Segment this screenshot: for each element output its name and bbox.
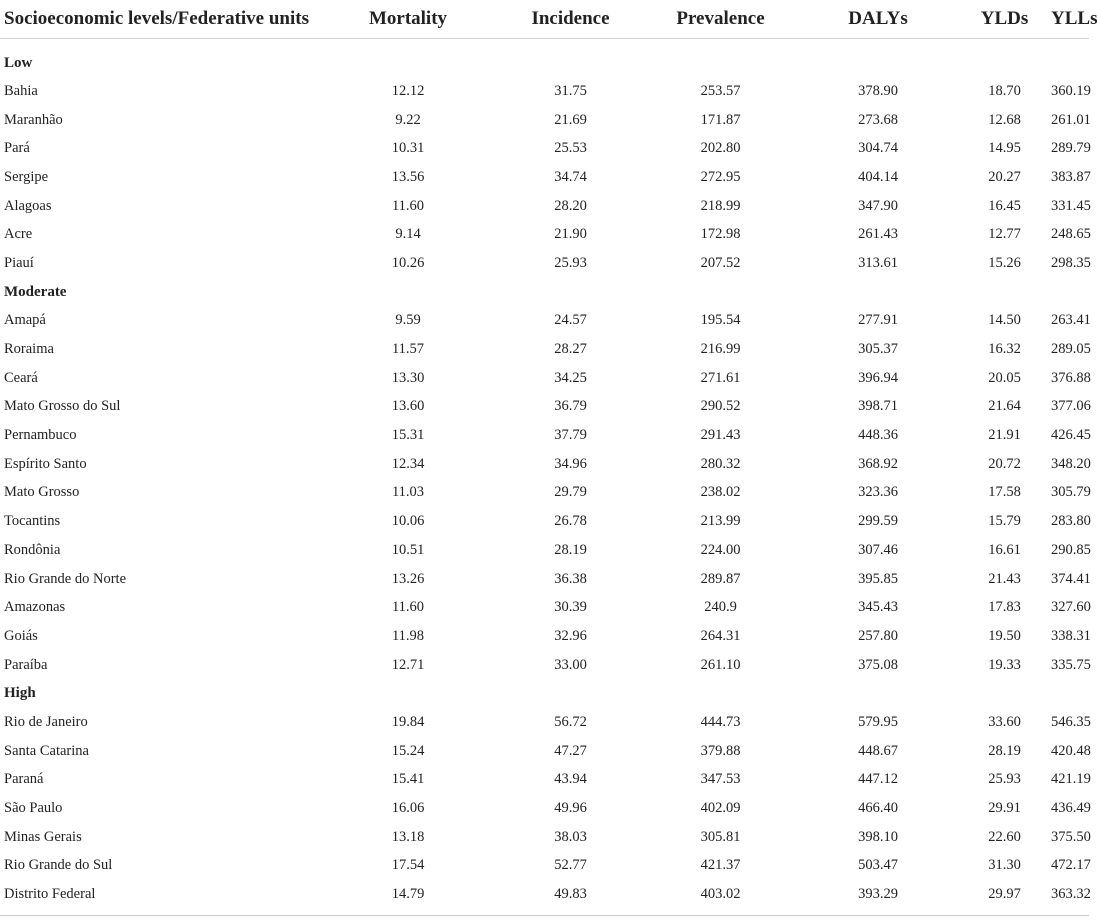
cell-dalys: 503.47 <box>858 857 898 874</box>
table-row <box>0 307 1089 336</box>
cell-ylls: 338.31 <box>1051 627 1091 644</box>
cell-unit-name: Rio Grande do Norte <box>4 570 127 587</box>
cell-mortality: 13.56 <box>391 168 425 185</box>
cell-incidence: 31.75 <box>554 82 587 99</box>
cell-prevalence: 216.99 <box>700 341 741 358</box>
cell-dalys: 395.85 <box>858 570 898 587</box>
cell-dalys: 393.29 <box>858 886 898 903</box>
cell-ylds: 25.93 <box>988 771 1021 788</box>
cell-ylls: 376.88 <box>1051 369 1091 386</box>
cell-prevalence: 403.02 <box>700 886 741 903</box>
cell-ylds: 15.79 <box>988 513 1021 530</box>
cell-mortality: 10.51 <box>391 541 425 558</box>
cell-ylls: 261.01 <box>1051 111 1091 128</box>
cell-mortality: 11.98 <box>391 627 425 644</box>
cell-prevalence: 402.09 <box>700 800 741 817</box>
cell-ylds: 18.70 <box>988 82 1021 99</box>
bottom-rule <box>0 915 1089 916</box>
cell-dalys: 273.68 <box>858 111 898 128</box>
cell-ylds: 20.72 <box>988 455 1021 472</box>
header-ylls: YLLs <box>1051 0 1089 39</box>
cell-incidence: 38.03 <box>554 828 587 845</box>
cell-unit-name: Rio de Janeiro <box>4 713 88 730</box>
cell-dalys: 398.10 <box>858 828 898 845</box>
cell-prevalence: 238.02 <box>700 484 741 501</box>
cell-mortality: 11.60 <box>391 599 425 616</box>
header-dalys: DALYs <box>798 0 958 39</box>
table-row <box>0 220 1089 249</box>
group-row-moderate <box>0 278 1089 307</box>
table-body <box>0 39 1089 909</box>
cell-mortality: 9.14 <box>395 226 421 243</box>
cell-incidence: 21.90 <box>554 226 587 243</box>
cell-mortality: 9.22 <box>395 111 421 128</box>
cell-dalys: 398.71 <box>858 398 898 415</box>
cell-ylds: 20.05 <box>988 369 1021 386</box>
cell-dalys: 396.94 <box>858 369 898 386</box>
table-row <box>0 565 1089 594</box>
cell-incidence: 34.96 <box>554 455 587 472</box>
header-incidence: Incidence <box>498 0 643 39</box>
cell-prevalence: 379.88 <box>700 742 741 759</box>
header-row <box>0 0 1089 39</box>
table-row <box>0 507 1089 536</box>
cell-unit-name: Pernambuco <box>4 427 77 444</box>
cell-ylls: 374.41 <box>1051 570 1091 587</box>
cell-dalys: 404.14 <box>858 168 898 185</box>
cell-mortality: 11.03 <box>391 484 425 501</box>
cell-mortality: 13.30 <box>391 369 425 386</box>
cell-incidence: 28.20 <box>554 197 587 214</box>
group-label: Moderate <box>4 283 67 300</box>
cell-incidence: 34.74 <box>554 168 587 185</box>
table-row <box>0 479 1089 508</box>
cell-mortality: 17.54 <box>391 857 425 874</box>
cell-unit-name: Roraima <box>4 341 54 358</box>
cell-unit-name: Mato Grosso do Sul <box>4 398 121 415</box>
cell-dalys: 466.40 <box>858 800 898 817</box>
cell-incidence: 37.79 <box>554 427 587 444</box>
cell-dalys: 448.67 <box>858 742 898 759</box>
cell-ylds: 19.33 <box>988 656 1021 673</box>
cell-ylds: 29.91 <box>988 800 1021 817</box>
cell-incidence: 21.69 <box>554 111 587 128</box>
cell-incidence: 26.78 <box>554 513 587 530</box>
cell-ylls: 289.05 <box>1051 341 1091 358</box>
cell-prevalence: 271.61 <box>700 369 741 386</box>
cell-ylls: 377.06 <box>1051 398 1091 415</box>
cell-unit-name: Amapá <box>4 312 46 329</box>
cell-dalys: 257.80 <box>858 627 898 644</box>
cell-prevalence: 291.43 <box>700 427 741 444</box>
cell-ylds: 16.45 <box>988 197 1021 214</box>
cell-unit-name: Santa Catarina <box>4 742 89 759</box>
cell-ylds: 28.19 <box>988 742 1021 759</box>
cell-ylls: 421.19 <box>1051 771 1091 788</box>
cell-incidence: 34.25 <box>554 369 587 386</box>
cell-incidence: 30.39 <box>554 599 587 616</box>
cell-ylls: 363.32 <box>1051 886 1091 903</box>
table-row <box>0 393 1089 422</box>
cell-unit-name: Espírito Santo <box>4 455 87 472</box>
cell-unit-name: Maranhão <box>4 111 63 128</box>
cell-mortality: 11.60 <box>391 197 425 214</box>
header-mortality: Mortality <box>318 0 498 39</box>
cell-incidence: 49.83 <box>554 886 587 903</box>
cell-incidence: 56.72 <box>554 713 587 730</box>
cell-ylds: 22.60 <box>988 828 1021 845</box>
cell-dalys: 345.43 <box>858 599 898 616</box>
cell-mortality: 10.26 <box>391 254 425 271</box>
cell-ylls: 420.48 <box>1051 742 1091 759</box>
cell-unit-name: Rondônia <box>4 541 61 558</box>
cell-ylds: 16.61 <box>988 541 1021 558</box>
table-row <box>0 880 1089 909</box>
cell-dalys: 447.12 <box>858 771 898 788</box>
table-row <box>0 77 1089 106</box>
cell-ylds: 12.77 <box>988 226 1021 243</box>
cell-ylls: 348.20 <box>1051 455 1091 472</box>
cell-unit-name: Piauí <box>4 254 34 271</box>
cell-prevalence: 421.37 <box>700 857 741 874</box>
cell-dalys: 299.59 <box>858 513 898 530</box>
table-row <box>0 192 1089 221</box>
cell-ylds: 17.83 <box>988 599 1021 616</box>
table-row <box>0 852 1089 881</box>
table-row <box>0 536 1089 565</box>
cell-prevalence: 261.10 <box>700 656 741 673</box>
cell-dalys: 378.90 <box>858 82 898 99</box>
table-row <box>0 163 1089 192</box>
cell-prevalence: 253.57 <box>700 82 741 99</box>
cell-unit-name: Distrito Federal <box>4 886 96 903</box>
cell-dalys: 261.43 <box>858 226 898 243</box>
cell-prevalence: 195.54 <box>700 312 741 329</box>
cell-mortality: 15.24 <box>391 742 425 759</box>
cell-mortality: 12.71 <box>391 656 425 673</box>
cell-ylls: 383.87 <box>1051 168 1091 185</box>
cell-dalys: 448.36 <box>858 427 898 444</box>
cell-dalys: 305.37 <box>858 341 898 358</box>
table-row <box>0 622 1089 651</box>
cell-incidence: 25.93 <box>554 254 587 271</box>
cell-dalys: 277.91 <box>858 312 898 329</box>
cell-prevalence: 207.52 <box>700 254 741 271</box>
cell-ylds: 21.43 <box>988 570 1021 587</box>
cell-ylds: 29.97 <box>988 886 1021 903</box>
cell-unit-name: Mato Grosso <box>4 484 80 501</box>
group-row-low <box>0 39 1089 78</box>
cell-unit-name: Goiás <box>4 627 38 644</box>
cell-ylds: 12.68 <box>988 111 1021 128</box>
cell-dalys: 579.95 <box>858 713 898 730</box>
table-row <box>0 823 1089 852</box>
cell-ylds: 14.95 <box>988 140 1021 157</box>
cell-incidence: 28.27 <box>554 341 587 358</box>
cell-unit-name: Acre <box>4 226 33 243</box>
cell-prevalence: 224.00 <box>700 541 741 558</box>
cell-incidence: 36.38 <box>554 570 587 587</box>
table-row <box>0 421 1089 450</box>
cell-mortality: 19.84 <box>391 713 425 730</box>
cell-prevalence: 305.81 <box>700 828 741 845</box>
table-row <box>0 651 1089 680</box>
table-row <box>0 794 1089 823</box>
table-row <box>0 249 1089 278</box>
cell-prevalence: 290.52 <box>700 398 741 415</box>
table-row <box>0 106 1089 135</box>
header-ylds: YLDs <box>958 0 1051 39</box>
cell-dalys: 323.36 <box>858 484 898 501</box>
cell-mortality: 9.59 <box>395 312 421 329</box>
cell-ylls: 426.45 <box>1051 427 1091 444</box>
cell-unit-name: Ceará <box>4 369 38 386</box>
cell-ylds: 15.26 <box>988 254 1021 271</box>
cell-incidence: 28.19 <box>554 541 587 558</box>
cell-ylls: 263.41 <box>1051 312 1091 329</box>
cell-prevalence: 289.87 <box>700 570 741 587</box>
group-label: Low <box>4 54 33 71</box>
table-row <box>0 364 1089 393</box>
cell-mortality: 15.41 <box>391 771 425 788</box>
table-row <box>0 766 1089 795</box>
cell-unit-name: Amazonas <box>4 599 66 616</box>
cell-ylls: 290.85 <box>1051 541 1091 558</box>
header-prevalence: Prevalence <box>643 0 798 39</box>
cell-dalys: 307.46 <box>858 541 898 558</box>
table-row <box>0 134 1089 163</box>
group-label: High <box>4 685 36 702</box>
cell-ylls: 375.50 <box>1051 828 1091 845</box>
cell-incidence: 49.96 <box>554 800 587 817</box>
cell-mortality: 13.26 <box>391 570 425 587</box>
cell-prevalence: 171.87 <box>700 111 741 128</box>
table-row <box>0 450 1089 479</box>
cell-mortality: 16.06 <box>391 800 425 817</box>
cell-unit-name: Paraná <box>4 771 44 788</box>
cell-ylds: 14.50 <box>988 312 1021 329</box>
cell-mortality: 13.18 <box>391 828 425 845</box>
cell-unit-name: Sergipe <box>4 168 49 185</box>
cell-incidence: 36.79 <box>554 398 587 415</box>
cell-incidence: 52.77 <box>554 857 587 874</box>
cell-incidence: 32.96 <box>554 627 587 644</box>
cell-mortality: 13.60 <box>391 398 425 415</box>
cell-prevalence: 280.32 <box>700 455 741 472</box>
cell-ylls: 546.35 <box>1051 713 1091 730</box>
cell-mortality: 10.06 <box>391 513 425 530</box>
group-row-high <box>0 679 1089 708</box>
cell-ylds: 20.27 <box>988 168 1021 185</box>
cell-prevalence: 264.31 <box>700 627 741 644</box>
cell-ylls: 327.60 <box>1051 599 1091 616</box>
cell-mortality: 12.34 <box>391 455 425 472</box>
cell-mortality: 10.31 <box>391 140 425 157</box>
cell-ylls: 283.80 <box>1051 513 1091 530</box>
cell-ylds: 19.50 <box>988 627 1021 644</box>
cell-unit-name: Paraíba <box>4 656 48 673</box>
cell-prevalence: 213.99 <box>700 513 741 530</box>
table-row <box>0 335 1089 364</box>
cell-ylls: 436.49 <box>1051 800 1091 817</box>
cell-incidence: 47.27 <box>554 742 587 759</box>
cell-unit-name: Alagoas <box>4 197 52 214</box>
cell-unit-name: Tocantins <box>4 513 61 530</box>
cell-ylls: 335.75 <box>1051 656 1091 673</box>
cell-ylds: 21.64 <box>988 398 1021 415</box>
cell-unit-name: Pará <box>4 140 30 157</box>
cell-prevalence: 347.53 <box>700 771 741 788</box>
cell-unit-name: Rio Grande do Sul <box>4 857 113 874</box>
cell-incidence: 33.00 <box>554 656 587 673</box>
cell-unit-name: São Paulo <box>4 800 63 817</box>
cell-dalys: 368.92 <box>858 455 898 472</box>
cell-ylls: 298.35 <box>1051 254 1091 271</box>
cell-ylds: 33.60 <box>988 713 1021 730</box>
cell-ylls: 360.19 <box>1051 82 1091 99</box>
cell-incidence: 43.94 <box>554 771 587 788</box>
cell-unit-name: Bahia <box>4 82 38 99</box>
cell-ylls: 289.79 <box>1051 140 1091 157</box>
cell-incidence: 24.57 <box>554 312 587 329</box>
cell-ylds: 31.30 <box>988 857 1021 874</box>
cell-prevalence: 240.9 <box>704 599 737 616</box>
cell-prevalence: 172.98 <box>700 226 741 243</box>
cell-ylls: 472.17 <box>1051 857 1091 874</box>
cell-ylls: 331.45 <box>1051 197 1091 214</box>
cell-unit-name: Minas Gerais <box>4 828 82 845</box>
cell-mortality: 15.31 <box>391 427 425 444</box>
cell-dalys: 313.61 <box>858 254 898 271</box>
cell-ylds: 16.32 <box>988 341 1021 358</box>
table-row <box>0 593 1089 622</box>
cell-dalys: 375.08 <box>858 656 898 673</box>
cell-incidence: 29.79 <box>554 484 587 501</box>
cell-ylds: 17.58 <box>988 484 1021 501</box>
table-row <box>0 737 1089 766</box>
cell-dalys: 347.90 <box>858 197 898 214</box>
cell-mortality: 11.57 <box>391 341 425 358</box>
cell-prevalence: 218.99 <box>700 197 741 214</box>
cell-dalys: 304.74 <box>858 140 898 157</box>
cell-ylds: 21.91 <box>988 427 1021 444</box>
cell-prevalence: 272.95 <box>700 168 741 185</box>
cell-prevalence: 444.73 <box>700 713 741 730</box>
table-row <box>0 708 1089 737</box>
cell-prevalence: 202.80 <box>700 140 741 157</box>
cell-incidence: 25.53 <box>554 140 587 157</box>
cell-mortality: 14.79 <box>391 886 425 903</box>
header-federative-units: Socioeconomic levels/Federative units <box>0 0 318 39</box>
cell-ylls: 248.65 <box>1051 226 1091 243</box>
cell-mortality: 12.12 <box>391 82 425 99</box>
cell-ylls: 305.79 <box>1051 484 1091 501</box>
